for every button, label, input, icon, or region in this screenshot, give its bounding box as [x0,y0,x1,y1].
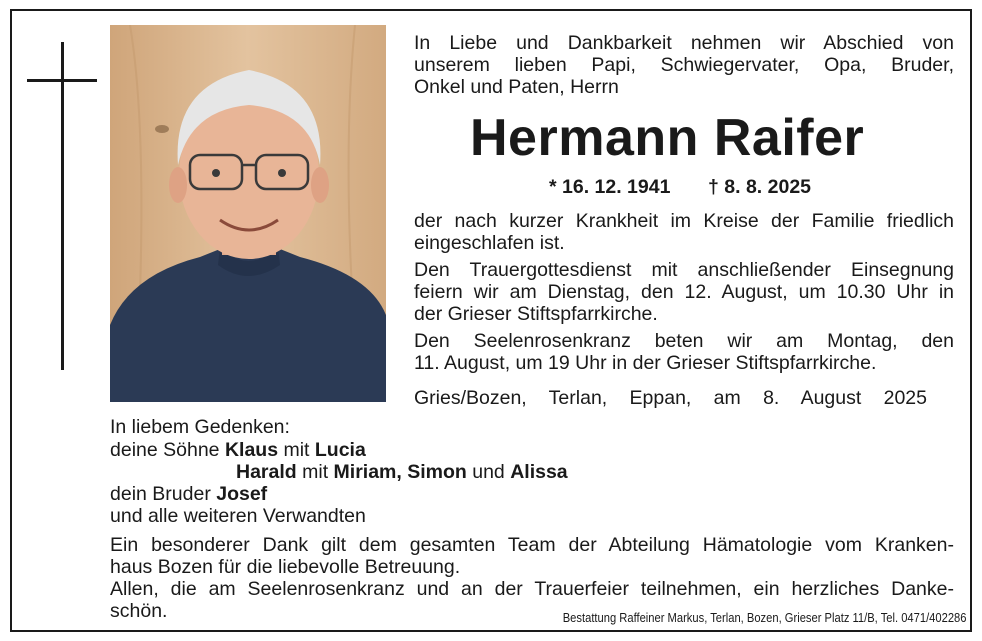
birth-date: * 16. 12. 1941 [549,176,671,198]
body-line: Den Trauergottesdienst mit anschließender Einsegnung [414,259,954,281]
cross-icon [61,42,64,370]
intro-line: In Liebe und Dankbarkeit nehmen wir Abschied von [414,32,954,54]
funeral-home-footer: Bestattung Raffeiner Markus, Terlan, Bozen, Grieser Platz 11/B, Tel. 0471/402286 [562,610,966,625]
body-line: der nach kurzer Krankheit im Kreise der Familie friedlich [414,210,954,232]
intro-line: Onkel und Paten, Herrn [414,76,619,98]
mourners-others: und alle weiteren Verwandten [110,505,366,527]
mourners-brother-line [110,483,267,505]
portrait-illustration [110,25,386,402]
death-date: † 8. 8. 2025 [708,176,812,198]
text-span: dein Bruder [110,483,217,505]
son-name: Harald [236,461,297,483]
body-line: feiern wir am Dienstag, den 12. August, um 10.30 Uhr in [414,281,954,303]
text-span: deine Söhne [110,439,225,461]
portrait-photo [110,25,386,402]
mourners-sons-line [110,439,366,461]
body-line: Den Seelenrosenkranz beten wir am Montag, den [414,330,954,352]
intro-line: unserem lieben Papi, Schwiegervater, Opa, Bruder, [414,54,954,76]
cross-icon-bar [27,79,97,82]
mourners-heading: In liebem Gedenken: [110,416,290,438]
brother-name: Josef [216,483,268,505]
text-span: mit [296,461,334,483]
partner-name: Lucia [314,439,366,461]
partner-name: Miriam, Simon [333,461,467,483]
place-date: Gries/Bozen, Terlan, Eppan, am 8. August 2025 [414,387,927,409]
body-line: 11. August, um 19 Uhr in der Grieser Stiftspfarrkirche. [414,352,877,374]
body-line: der Grieser Stiftspfarrkirche. [414,303,658,325]
grandchild-name: Alissa [510,461,568,483]
thanks-line: Allen, die am Seelenrosenkranz und an der Trauerfeier teilnehmen, ein herzliches Danke- [110,578,954,600]
thanks-line: haus Bozen für die liebevolle Betreuung. [110,556,461,578]
thanks-line: Ein besonderer Dank gilt dem gesamten Team der Abteilung Hämatologie vom Kranken- [110,534,954,556]
body-line: eingeschlafen ist. [414,232,565,254]
son-name: Klaus [224,439,279,461]
deceased-name: Hermann Raifer [470,109,865,167]
mourners-son2-line [236,461,568,483]
text-span: und [466,461,511,483]
thanks-line: schön. [110,600,168,622]
text-span: mit [278,439,315,461]
